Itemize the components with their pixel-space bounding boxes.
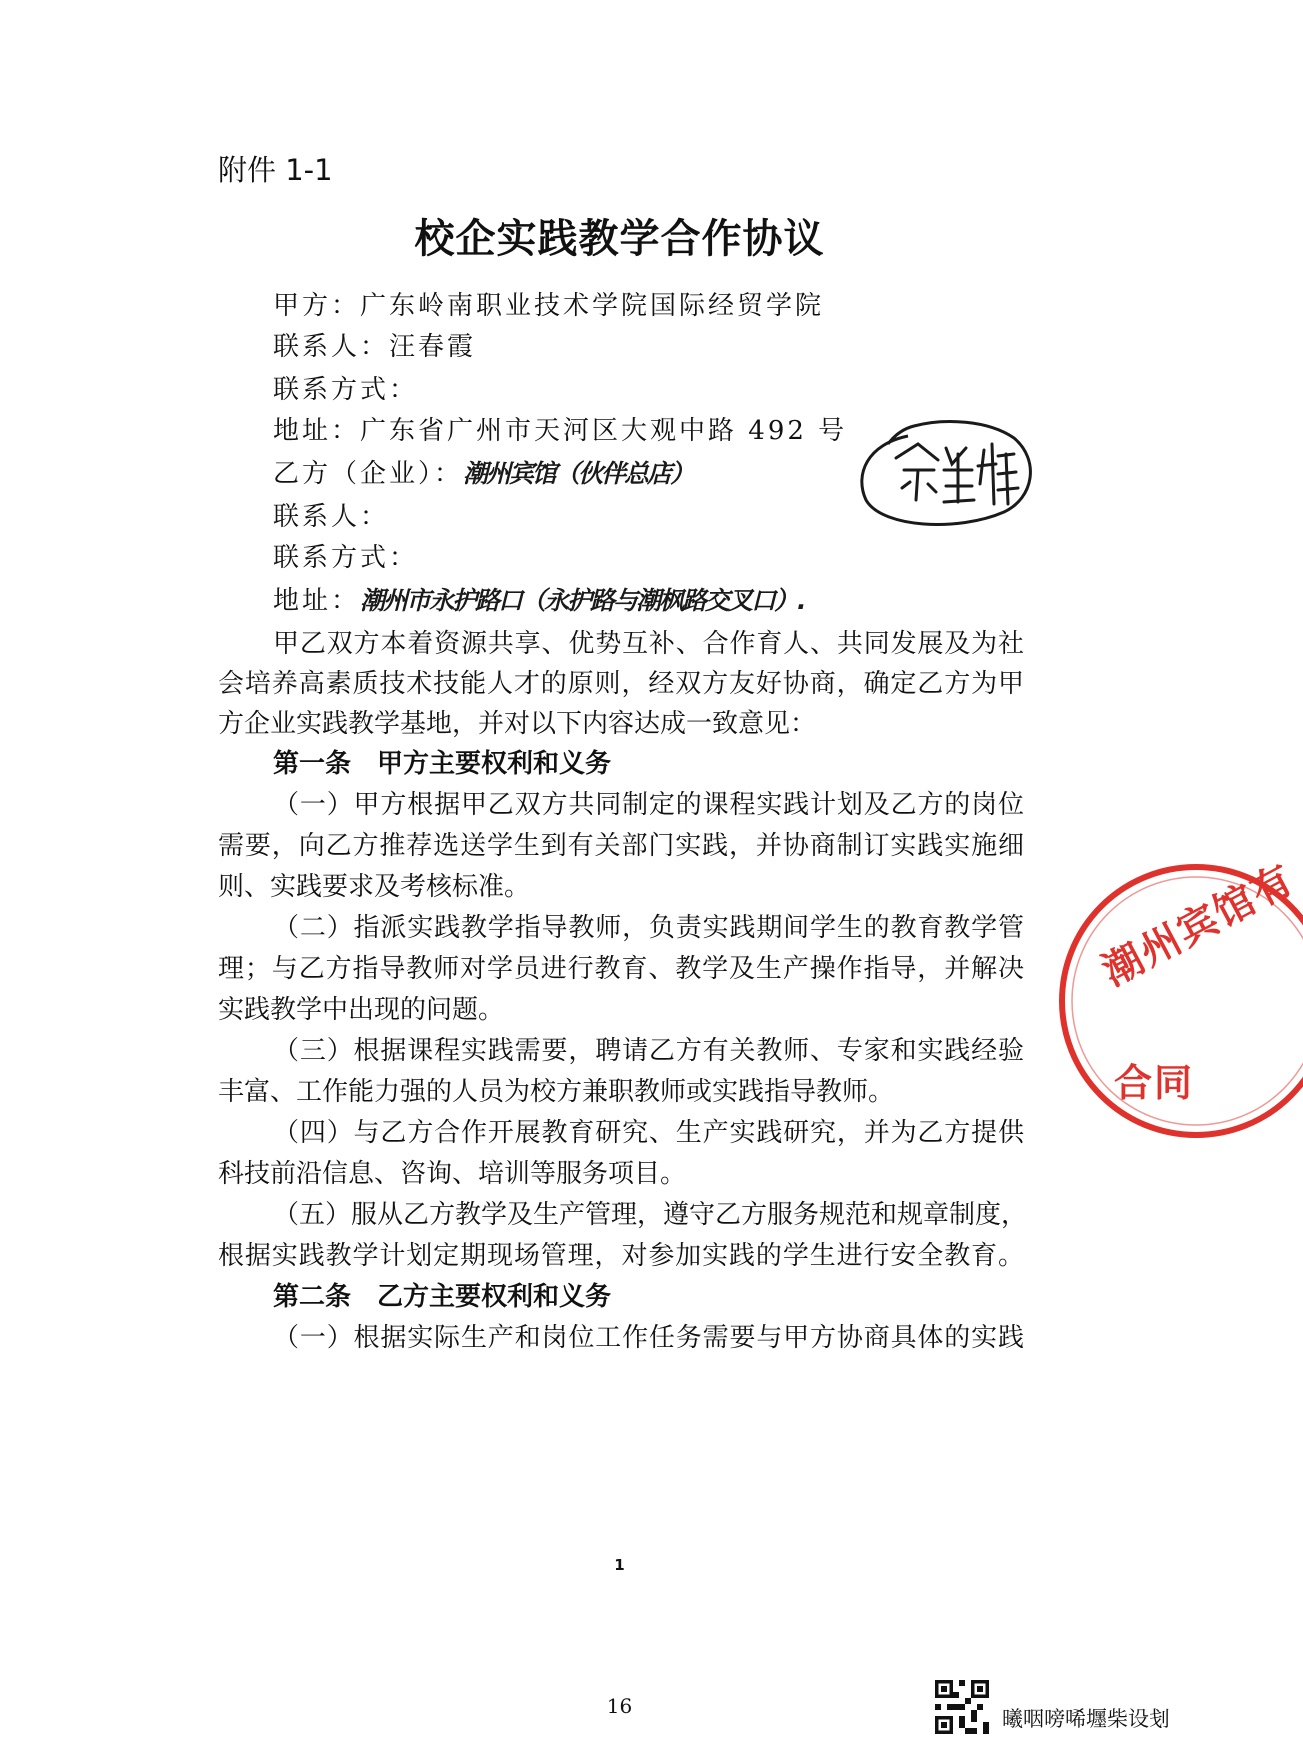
footer-text: 曦咽嗙唏壥柴设刬 bbox=[1002, 1707, 1170, 1731]
page-number: 1 bbox=[614, 1556, 625, 1574]
party-a-contact-label: 联系人： bbox=[273, 332, 390, 362]
party-b-line bbox=[273, 453, 693, 490]
party-b-contact-label: 联系人： bbox=[273, 502, 390, 532]
attachment-label: 附件 1-1 bbox=[218, 153, 333, 187]
qr-code-icon bbox=[935, 1680, 989, 1734]
a1-item2-line2: 理；与乙方指导教师对学员进行教育、教学及生产操作指导，并解决 bbox=[218, 954, 1024, 984]
company-seal bbox=[1056, 855, 1303, 1140]
party-a-name: 广东岭南职业技术学院国际经贸学院 bbox=[360, 291, 825, 321]
party-b-address-line bbox=[273, 580, 805, 617]
party-b-label: 乙方（企业）： bbox=[273, 459, 464, 489]
a1-item1-line1: （一）甲方根据甲乙双方共同制定的课程实践计划及乙方的岗位 bbox=[273, 790, 1024, 820]
article1-heading: 第一条 甲方主要权利和义务 bbox=[273, 749, 612, 779]
party-a-contact: 汪春霞 bbox=[389, 332, 477, 362]
document-title: 校企实践教学合作协议 bbox=[414, 216, 825, 262]
party-a-label: 甲方： bbox=[273, 291, 361, 321]
intro-line-2: 会培养高素质技术技能人才的原则，经双方友好协商，确定乙方为甲 bbox=[218, 669, 1024, 699]
a1-item1-line3: 则、实践要求及考核标准。 bbox=[218, 872, 531, 902]
party-b-phone-label: 联系方式： bbox=[273, 543, 419, 573]
seal-bottom-text: 合同 bbox=[1114, 1060, 1195, 1105]
a1-item4-line1: （四）与乙方合作开展教育研究、生产实践研究，并为乙方提供 bbox=[273, 1118, 1024, 1148]
a1-item1-line2: 需要，向乙方推荐选送学生到有关部门实践，并协商制订实践实施细 bbox=[218, 831, 1024, 861]
party-b-name-handwritten: 潮州宾馆（伙伴总店） bbox=[463, 459, 694, 488]
a1-item4-line2: 科技前沿信息、咨询、培训等服务项目。 bbox=[218, 1159, 687, 1189]
party-b-address-label: 地址： bbox=[273, 586, 361, 616]
party-a-contact-line bbox=[273, 326, 476, 363]
party-b-address-handwritten: 潮州市永护路口（永护路与潮枫路交叉口）. bbox=[360, 586, 805, 615]
party-a-address-label: 地址： bbox=[273, 416, 361, 446]
a1-item2-line1: （二）指派实践教学指导教师，负责实践期间学生的教育教学管 bbox=[273, 913, 1024, 943]
party-a-line bbox=[273, 285, 824, 322]
party-a-address-line bbox=[273, 410, 847, 447]
a2-item1-line1: （一）根据实际生产和岗位工作任务需要与甲方协商具体的实践 bbox=[273, 1323, 1024, 1353]
intro-line-3: 方企业实践教学基地，并对以下内容达成一致意见： bbox=[218, 709, 817, 739]
a1-item2-line3: 实践教学中出现的问题。 bbox=[218, 995, 505, 1025]
intro-line-1: 甲乙双方本着资源共享、优势互补、合作育人、共同发展及为社 bbox=[273, 629, 1024, 659]
signature-drawing bbox=[848, 414, 1038, 534]
article2-heading: 第二条 乙方主要权利和义务 bbox=[273, 1282, 612, 1312]
party-a-address: 广东省广州市天河区大观中路 492 号 bbox=[360, 416, 848, 446]
footer-page-number: 16 bbox=[606, 1694, 633, 1718]
a1-item5-line2: 根据实践教学计划定期现场管理，对参加实践的学生进行安全教育。 bbox=[218, 1241, 1024, 1271]
signature bbox=[848, 414, 1038, 534]
a1-item5-line1: （五）服从乙方教学及生产管理，遵守乙方服务规范和规章制度， bbox=[273, 1200, 1028, 1230]
seal-top-text: 潮州宾馆有 bbox=[1094, 855, 1303, 996]
a1-item3-line1: （三）根据课程实践需要，聘请乙方有关教师、专家和实践经验 bbox=[273, 1036, 1024, 1066]
a1-item3-line2: 丰富、工作能力强的人员为校方兼职教师或实践指导教师。 bbox=[218, 1077, 895, 1107]
party-a-phone-label: 联系方式： bbox=[273, 375, 419, 405]
